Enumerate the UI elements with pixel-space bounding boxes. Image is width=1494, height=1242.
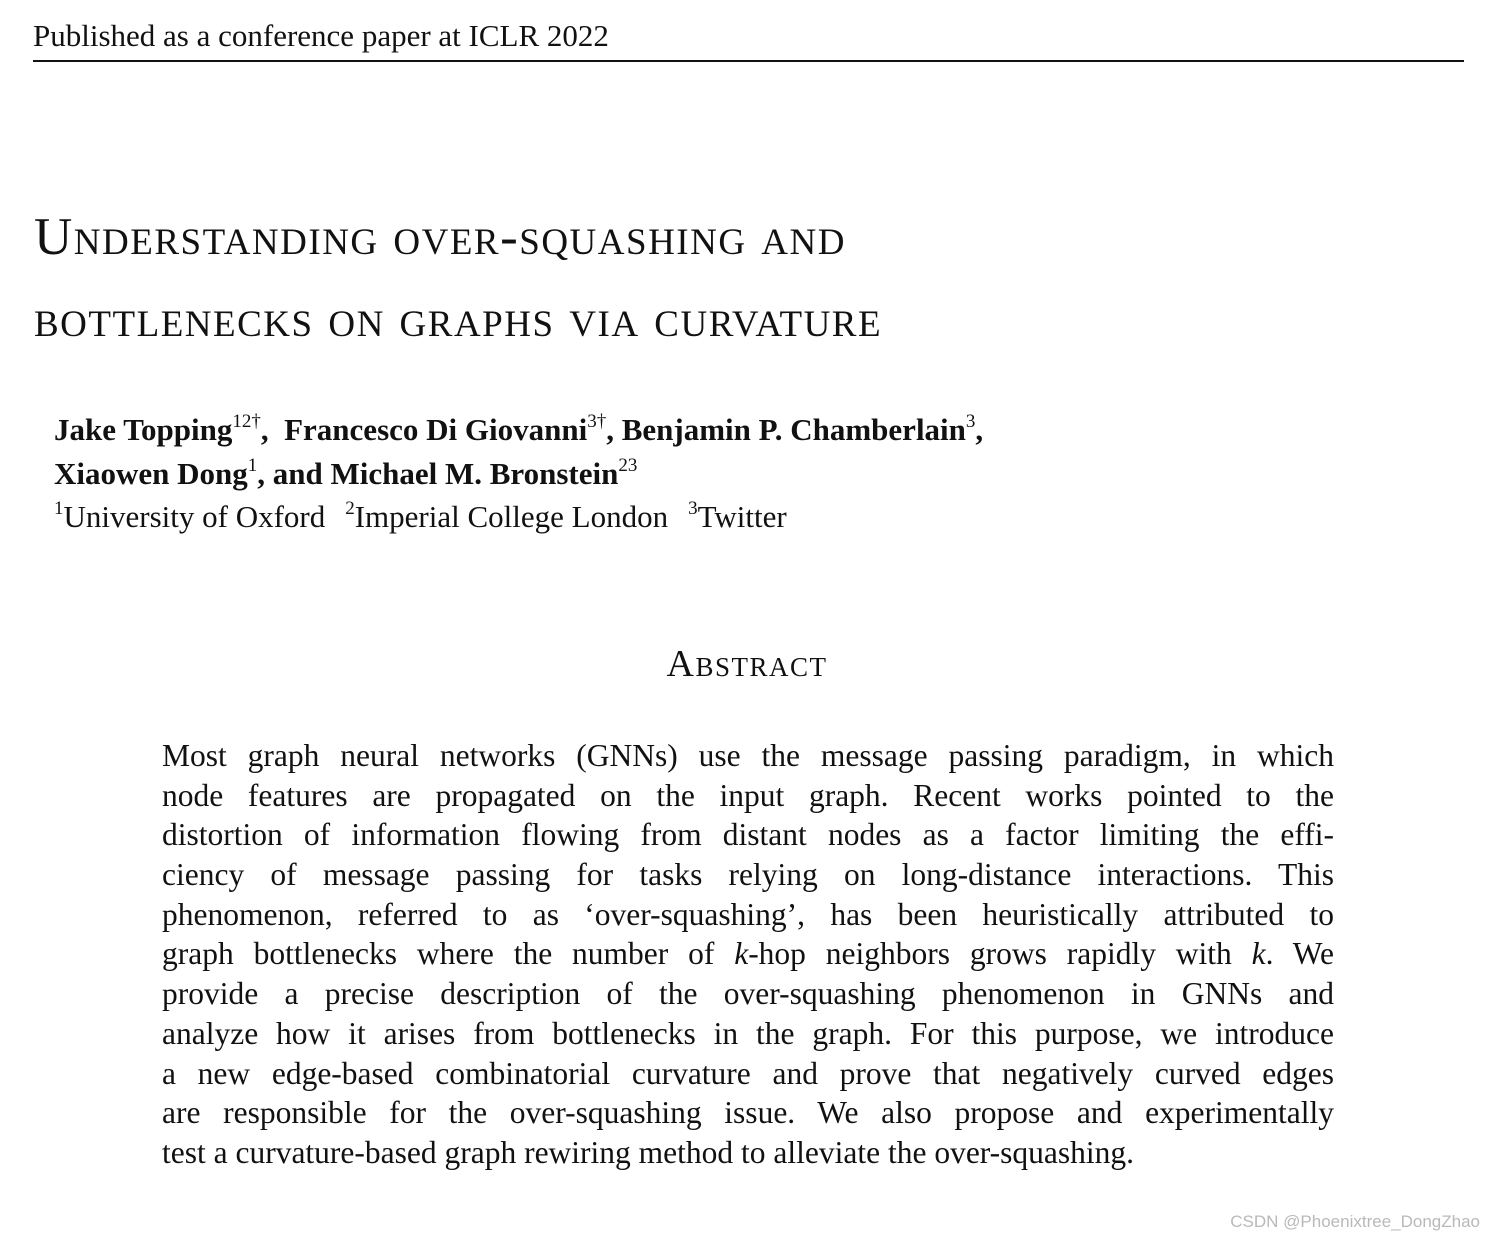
math-variable-k: k [1251,936,1266,972]
affiliation-name: University of Oxford [63,499,326,534]
abstract-line: ciency of message passing for tasks relying on long-distance interactions. This [162,857,1334,893]
author-affiliation-marks: 3 [965,411,976,432]
author-name: Benjamin P. Chamberlain [621,412,966,447]
abstract-heading: Abstract [666,643,828,685]
abstract-text-segment: . We [1265,936,1334,972]
abstract-line: analyze how it arises from bottlenecks in the graph. For this purpose, we introduce [162,1015,1334,1051]
author-separator: , and [257,456,331,491]
math-variable-k: k [734,936,749,972]
abstract-line: provide a precise description of the over-squashing phenomenon in GNNs and [162,976,1334,1012]
abstract-line: a new edge-based combinatorial curvature and prove that negatively curved edges [162,1055,1334,1091]
abstract-line: are responsible for the over-squashing issue. We also propose and experimentally [162,1095,1334,1131]
author-list [54,408,1254,496]
abstract-line: distortion of information flowing from distant nodes as a factor limiting the effi- [162,817,1334,853]
running-header [33,14,1464,62]
author-separator: , [975,412,984,447]
author-affiliation-marks: 23 [618,455,638,476]
author-affiliation-marks: 1 [247,455,258,476]
author-separator: , [260,412,285,447]
author-affiliation-marks: 3† [587,411,607,432]
affiliation-name: Twitter [697,499,787,534]
title-line-2: bottlenecks on graphs via curvature [34,290,883,348]
author-separator: , [606,412,622,447]
abstract-line: node features are propagated on the input graph. Recent works pointed to the [162,777,1334,813]
abstract-line: test a curvature-based graph rewiring method to alleviate the over-squashing. [162,1134,1135,1170]
author-affiliation-marks: 12† [232,411,261,432]
author-name: Xiaowen Dong [54,456,248,491]
abstract-line: Most graph neural networks (GNNs) use the message passing paradigm, in which [162,738,1334,773]
abstract-line [162,934,1334,974]
author-line-2 [54,452,1254,496]
affiliation-mark: 3 [688,498,698,519]
author-name: Michael M. Bronstein [330,456,619,491]
affiliations [54,497,787,537]
author-line-1 [54,408,1254,452]
watermark: CSDN @Phoenixtree_DongZhao [1230,1212,1480,1231]
running-head-text: Published as a conference paper at ICLR 2022 [33,18,609,53]
paper-title [34,196,1434,360]
abstract-text-segment: graph bottlenecks where the number of [162,936,735,972]
abstract-body [162,736,1334,1173]
author-name: Francesco Di Giovanni [284,412,588,447]
abstract-line: phenomenon, referred to as ‘over-squashing’, has been heuristically attributed to [162,896,1334,932]
affiliation-mark: 2 [345,498,355,519]
affiliation-mark: 1 [54,498,64,519]
title-line-1: Understanding over-squashing and [34,208,846,266]
abstract-text-segment: -hop neighbors grows rapidly with [748,936,1252,972]
author-name: Jake Topping [54,412,233,447]
affiliation-name: Imperial College London [354,499,669,534]
